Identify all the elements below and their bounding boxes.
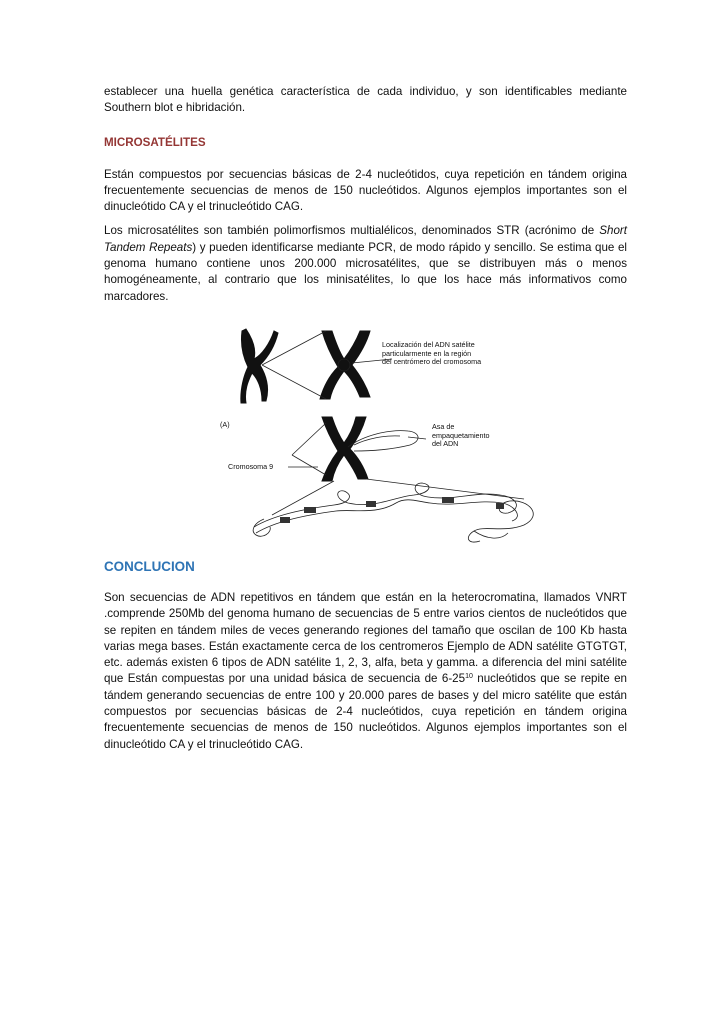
dna-band xyxy=(366,501,376,507)
large-chromosome-shape xyxy=(320,331,370,399)
dna-band xyxy=(442,497,454,503)
small-chromosome-shape xyxy=(241,329,278,403)
emphasis-short-tandem-repeats: Short Tandem Repeats xyxy=(104,224,627,254)
chromosome-illustration xyxy=(104,319,627,549)
figure-label-cromosoma: Cromosoma 9 xyxy=(228,461,274,471)
heading-microsatelites: MICROSATÉLITES xyxy=(104,135,206,149)
text-run: nucleótidos que se repite en tándem generando secuencias de entre 100 y 20.000 pares de bases y del micro satélite que están compuestos por secuencias básicas de 2-4 nucleótidos, cuya repetición en tándem origina frecuentemente secuencias de menos de 150 nucleótidos. Algunos ejemplos importantes son el dinucleótido CA y el trinucleótido CAG. xyxy=(104,672,628,751)
heading-conclusion: CONCLUCION xyxy=(104,558,195,574)
document-page xyxy=(104,84,627,753)
paragraph-conclusion xyxy=(104,590,627,753)
figure-label-asa: Asa de empaquetamiento del ADN xyxy=(432,421,490,449)
superscript: 10 xyxy=(465,673,473,681)
text-run: Son secuencias de ADN repetitivos en tándem que están en la heterocromatina, llamados VNRT .comprende 250Mb del genoma humano de secuencias de 5 entre varios cientos de nucleótidos que se repiten en tándem miles de veces generando regiones del tamaño que oscilan de 100 Kb hasta varias mega bases. Están exactamente cerca de los centromeros Ejemplo de ADN satélite GTGTGT, etc. además existen 6 tipos de ADN satélite 1, 2, 3, alfa, beta y gamma. a diferencia del mini satélite que Están compuestas por una unidad básica de secuencia de 6-25 xyxy=(104,590,627,686)
dna-band xyxy=(496,503,504,509)
text-run: Los microsatélites son también polimorfismos multialélicos, denominados STR (acrónimo de xyxy=(104,224,600,238)
dna-band xyxy=(304,507,316,513)
paragraph-microsatelites-composition: Están compuestos por secuencias básicas de 2-4 nucleótidos, cuya repetición en tándem origina frecuentemente secuencias de menos de 150 nucleótidos. Algunos ejemplos importantes son el dinucleótido CA y el trinucleótido CAG. xyxy=(104,167,627,214)
text-run: ) y pueden identificarse mediante PCR, de modo rápido y sencillo. Se estima que el genoma humano contiene unos 200.000 microsatélites, que se distribuyen más o menos homogéneamente, al contrario que los minisatélites, lo que los hace más informativos como marcadores. xyxy=(104,240,627,303)
lower-chromosome-shape xyxy=(322,417,368,481)
dna-band xyxy=(280,517,290,523)
figure-label-centromere: Localización del ADN satélite particularmente en la región del centrómero del cromosoma xyxy=(382,339,482,367)
figure-label-a: (A) xyxy=(220,419,230,429)
satellite-dna-figure xyxy=(104,319,627,549)
paragraph-microsatelites-str xyxy=(104,223,627,304)
paragraph-intro: establecer una huella genética característica de cada individuo, y son identificables mediante Southern blot e hibridación. xyxy=(104,85,627,115)
